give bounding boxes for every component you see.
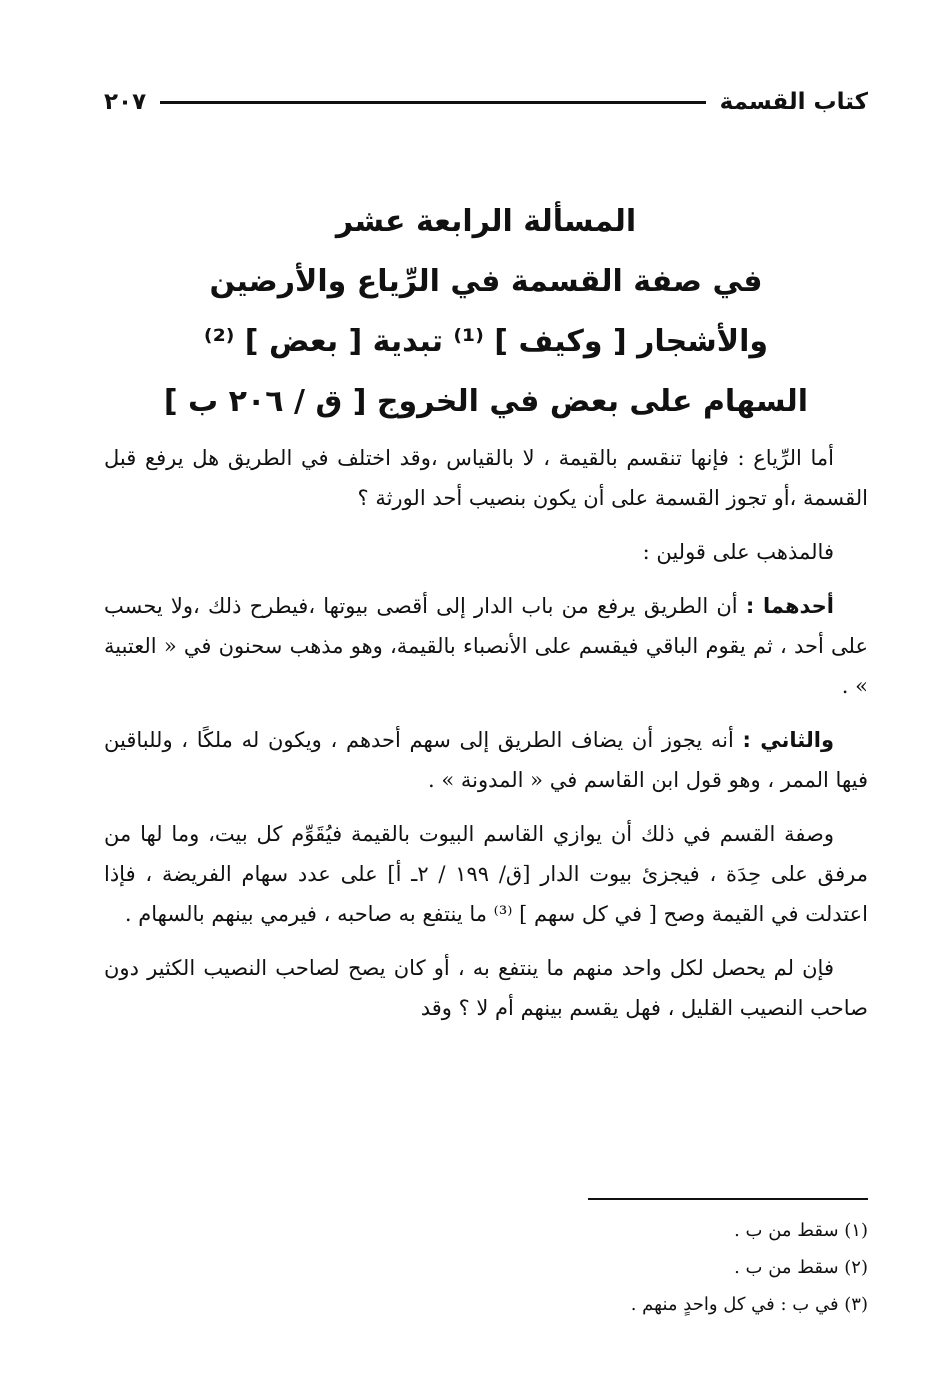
heading-line-1: المسألة الرابعة عشر <box>335 204 637 239</box>
header-rule <box>160 101 706 104</box>
heading-line-4: السهام على بعض في الخروج [ ق / ٢٠٦ ب ] <box>163 384 809 419</box>
paragraph-3 <box>104 586 868 706</box>
footnote-2: (٢) سقط من ب . <box>734 1257 868 1278</box>
paragraph-4-text: أنه يجوز أن يضاف الطريق إلى سهم أحدهم ، ويكون له ملكًا ، وللباقين فيها الممر ، وهو قول ابن القاسم في « المدونة » . <box>104 728 868 792</box>
footnotes <box>104 1212 868 1323</box>
running-header <box>104 82 868 122</box>
paragraph-3-lead: أحدهما : <box>745 594 834 618</box>
paragraph-4-lead: والثاني : <box>742 728 834 752</box>
paragraph-5: وصفة القسم في ذلك أن يوازي القاسم البيوت بالقيمة فيُقَوِّم كل بيت، وما لها من مرفق على حِدَة ، فيجزئ بيوت الدار [ق/ ١٩٩ / ٢ـ أ] على عدد سهام الفريضة ، فإذا اعتدلت في القيمة وصح [ في كل سهم ] ⁽³⁾ ما ينتفع به صاحبه ، فيرمي بينهم بالسهام . <box>104 822 868 926</box>
footnote-3: (٣) في ب : في كل واحدٍ منهم . <box>630 1294 868 1315</box>
heading-line-3: والأشجار [ وكيف ] ⁽¹⁾ تبدية [ بعض ] ⁽²⁾ <box>203 324 769 359</box>
page-number: ٢٠٧ <box>104 89 147 115</box>
paragraph-1: أما الرِّياع : فإنها تنقسم بالقيمة ، لا بالقياس ،وقد اختلف في الطريق هل يرفع قبل القسمة ،أو تجوز القسمة على أن يكون بنصيب أحد الورثة ؟ <box>104 446 868 510</box>
footnote-separator <box>588 1198 868 1200</box>
body-text <box>104 438 868 1042</box>
chapter-heading <box>104 192 868 432</box>
paragraph-4 <box>104 720 868 800</box>
heading-line-2: في صفة القسمة في الرِّياع والأرضين <box>209 264 763 299</box>
paragraph-6: فإن لم يحصل لكل واحد منهم ما ينتفع به ، أو كان يصح لصاحب النصيب الكثير دون صاحب النصيب القليل ، فهل يقسم بينهم أم لا ؟ وقد <box>104 956 868 1020</box>
paragraph-2: فالمذهب على قولين : <box>642 540 834 564</box>
book-title: كتاب القسمة <box>719 89 868 115</box>
paragraph-3-text: أن الطريق يرفع من باب الدار إلى أقصى بيوتها ،فيطرح ذلك ،ولا يحسب على أحد ، ثم يقوم الباقي فيقسم على الأنصباء بالقيمة، وهو مذهب سحنون في « العتبية » . <box>104 594 868 698</box>
footnote-1: (١) سقط من ب . <box>734 1220 868 1241</box>
